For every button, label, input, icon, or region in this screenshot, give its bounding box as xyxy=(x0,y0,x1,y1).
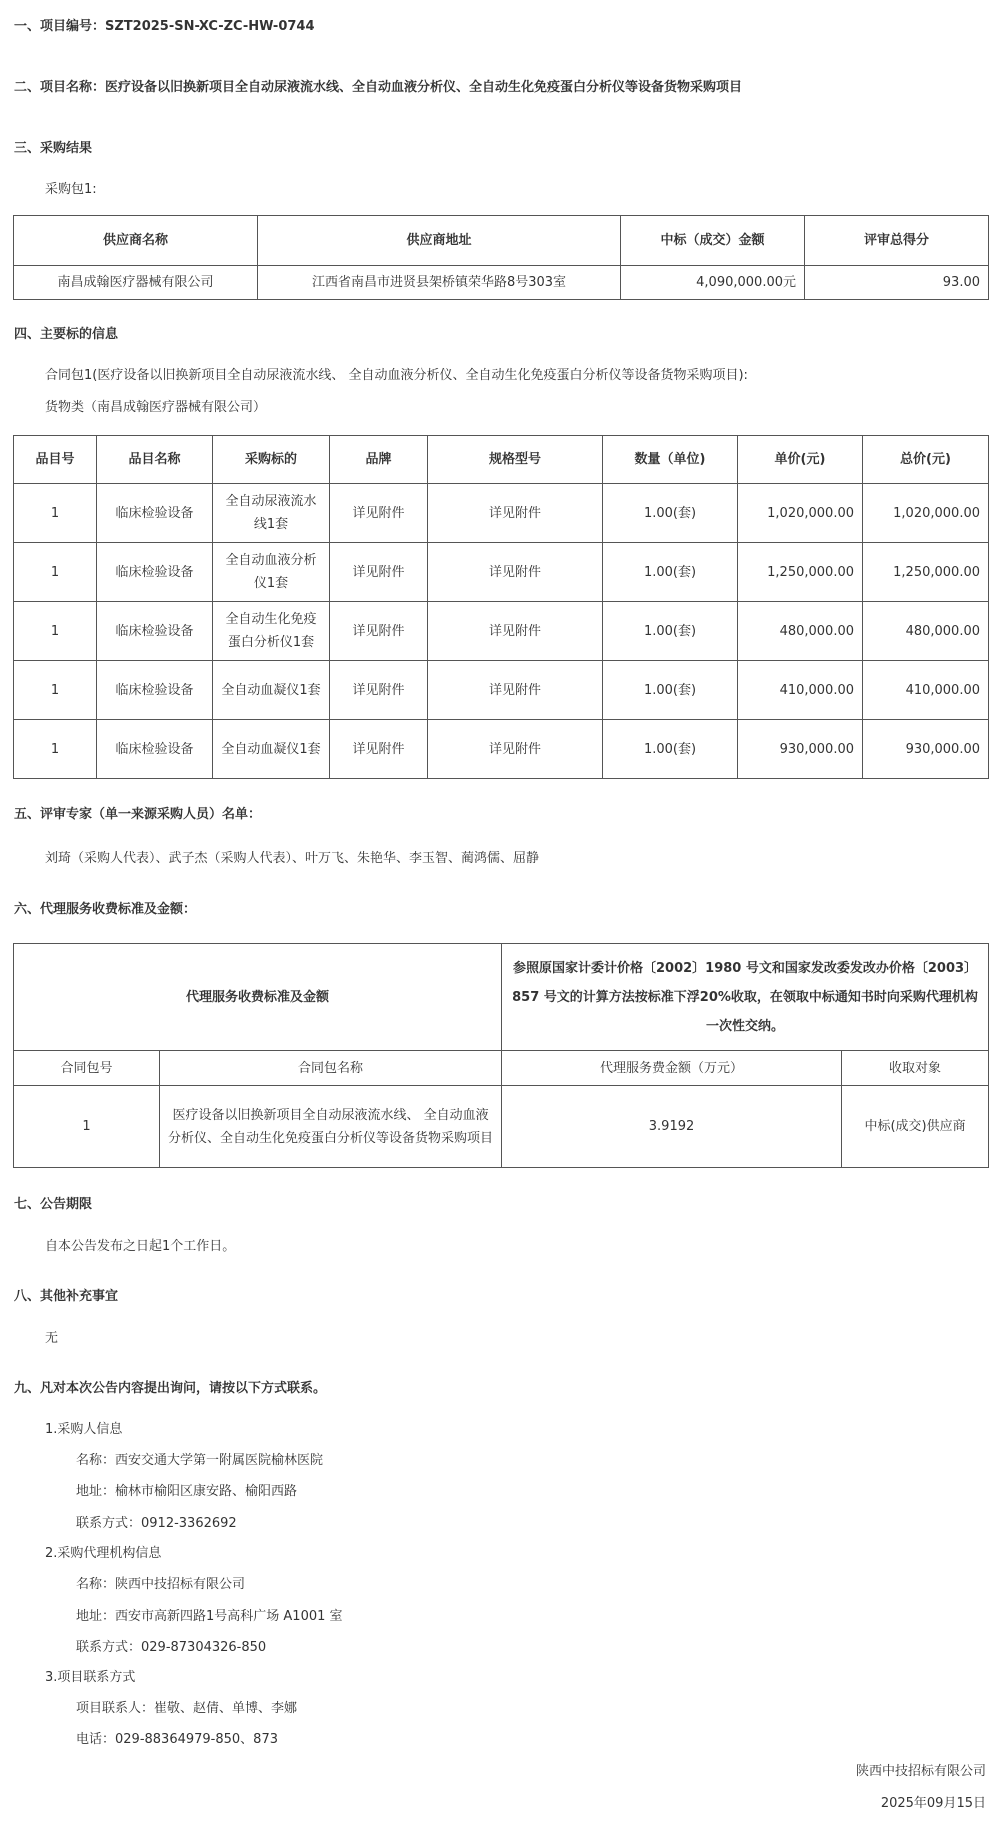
contract-package-name: 医疗设备以旧换新项目全自动尿液流水线、 全自动血液分析仪、全自动生化免疫蛋白分析仪等设备货物采购项目 xyxy=(160,1086,502,1168)
col-header: 供应商名称 xyxy=(14,216,258,266)
procurement-package-label: 采购包1: xyxy=(45,182,97,197)
award-amount: 4,090,000.00元 xyxy=(621,266,805,300)
item-brand: 详见附件 xyxy=(330,484,428,543)
item-quantity: 1.00(套) xyxy=(603,602,738,661)
item-name: 临床检验设备 xyxy=(97,484,213,543)
item-unit-price: 1,250,000.00 xyxy=(738,543,863,602)
item-spec: 详见附件 xyxy=(428,543,603,602)
item-number: 1 xyxy=(14,484,97,543)
item-number: 1 xyxy=(14,720,97,779)
supplier-name: 南昌成翰医疗器械有限公司 xyxy=(14,266,258,300)
table-row xyxy=(14,484,989,543)
fee-standard-text: 参照原国家计委计价格〔2002〕1980 号文和国家发改委发改办价格〔2003〕857 号文的计算方法按标准下浮20%收取，在领取中标通知书时向采购代理机构一次性交纳。 xyxy=(502,944,989,1051)
review-score: 93.00 xyxy=(805,266,989,300)
item-name: 临床检验设备 xyxy=(97,543,213,602)
col-header: 代理服务费金额（万元） xyxy=(502,1051,842,1086)
section-experts-title: 五、评审专家（单一来源采购人员）名单： xyxy=(14,807,262,822)
item-unit-price: 930,000.00 xyxy=(738,720,863,779)
goods-category: 货物类（南昌成翰医疗器械有限公司） xyxy=(45,400,267,415)
project-name-value: 医疗设备以旧换新项目全自动尿液流水线、全自动血液分析仪、全自动生化免疫蛋白分析仪等设备货物采购项目 xyxy=(105,80,743,95)
purchaser-address: 地址：榆林市榆阳区康安路、榆阳西路 xyxy=(76,1484,298,1499)
project-number-label: 一、项目编号： xyxy=(14,19,106,34)
footer-organization: 陕西中技招标有限公司 xyxy=(855,1764,986,1779)
col-header: 品牌 xyxy=(330,436,428,484)
item-total-price: 1,020,000.00 xyxy=(863,484,989,543)
table-row xyxy=(14,661,989,720)
purchaser-info-heading: 1.采购人信息 xyxy=(45,1422,123,1437)
item-number: 1 xyxy=(14,602,97,661)
contract-package-number: 1 xyxy=(14,1086,160,1168)
project-name xyxy=(14,81,742,94)
col-header: 数量（单位) xyxy=(603,436,738,484)
item-spec: 详见附件 xyxy=(428,661,603,720)
item-subject: 全自动血液分析仪1套 xyxy=(213,543,330,602)
section-procurement-result-title: 三、采购结果 xyxy=(14,141,93,156)
agency-fee-table xyxy=(13,943,989,1168)
section-main-items-title: 四、主要标的信息 xyxy=(14,327,119,342)
contract-package-desc: 合同包1(医疗设备以旧换新项目全自动尿液流水线、 全自动血液分析仪、全自动生化免疫蛋白分析仪等设备货物采购项目): xyxy=(45,368,748,383)
col-header: 合同包名称 xyxy=(160,1051,502,1086)
footer-date: 2025年09月15日 xyxy=(880,1796,986,1811)
col-header: 单价(元) xyxy=(738,436,863,484)
section-other-matters-title: 八、其他补充事宜 xyxy=(14,1289,119,1304)
project-contact-persons: 项目联系人：崔敬、赵倩、单博、李娜 xyxy=(76,1701,298,1716)
col-header: 供应商地址 xyxy=(258,216,621,266)
agency-address: 地址：西安市高新四路1号高科广场 A1001 室 xyxy=(76,1609,343,1624)
table-row xyxy=(14,720,989,779)
project-contact-phone: 电话：029-88364979-850、873 xyxy=(76,1732,278,1747)
result-table xyxy=(13,215,989,300)
section-agency-fee-title: 六、代理服务收费标准及金额： xyxy=(14,902,197,917)
notice-period-text: 自本公告发布之日起1个工作日。 xyxy=(45,1239,236,1254)
item-total-price: 930,000.00 xyxy=(863,720,989,779)
item-spec: 详见附件 xyxy=(428,720,603,779)
section-notice-period-title: 七、公告期限 xyxy=(14,1197,93,1212)
item-subject: 全自动血凝仪1套 xyxy=(213,661,330,720)
col-header: 收取对象 xyxy=(842,1051,989,1086)
item-brand: 详见附件 xyxy=(330,661,428,720)
project-number-value: SZT2025-SN-XC-ZC-HW-0744 xyxy=(105,19,315,34)
col-header: 品目名称 xyxy=(97,436,213,484)
item-unit-price: 1,020,000.00 xyxy=(738,484,863,543)
col-header: 规格型号 xyxy=(428,436,603,484)
items-table-header xyxy=(14,436,989,484)
item-total-price: 480,000.00 xyxy=(863,602,989,661)
col-header: 品目号 xyxy=(14,436,97,484)
col-header: 合同包号 xyxy=(14,1051,160,1086)
result-table-header xyxy=(14,216,989,266)
item-quantity: 1.00(套) xyxy=(603,543,738,602)
col-header: 总价(元) xyxy=(863,436,989,484)
item-total-price: 1,250,000.00 xyxy=(863,543,989,602)
col-header: 评审总得分 xyxy=(805,216,989,266)
other-matters-text: 无 xyxy=(45,1331,59,1346)
agency-name: 名称：陕西中技招标有限公司 xyxy=(76,1577,246,1592)
section-contact-title: 九、凡对本次公告内容提出询问，请按以下方式联系。 xyxy=(14,1381,327,1396)
fee-payer: 中标(成交)供应商 xyxy=(842,1086,989,1168)
item-subject: 全自动尿液流水线1套 xyxy=(213,484,330,543)
purchaser-phone: 联系方式：0912-3362692 xyxy=(76,1516,237,1531)
item-name: 临床检验设备 xyxy=(97,602,213,661)
item-subject: 全自动血凝仪1套 xyxy=(213,720,330,779)
item-subject: 全自动生化免疫蛋白分析仪1套 xyxy=(213,602,330,661)
project-contact-heading: 3.项目联系方式 xyxy=(45,1670,136,1685)
item-spec: 详见附件 xyxy=(428,602,603,661)
item-brand: 详见附件 xyxy=(330,543,428,602)
items-table xyxy=(13,435,989,779)
purchaser-name: 名称：西安交通大学第一附属医院榆林医院 xyxy=(76,1453,324,1468)
item-unit-price: 480,000.00 xyxy=(738,602,863,661)
agency-fee-amount: 3.9192 xyxy=(502,1086,842,1168)
item-number: 1 xyxy=(14,661,97,720)
supplier-address: 江西省南昌市进贤县架桥镇荣华路8号303室 xyxy=(258,266,621,300)
table-row xyxy=(14,602,989,661)
item-spec: 详见附件 xyxy=(428,484,603,543)
item-quantity: 1.00(套) xyxy=(603,484,738,543)
item-name: 临床检验设备 xyxy=(97,720,213,779)
table-row xyxy=(14,266,989,300)
item-name: 临床检验设备 xyxy=(97,661,213,720)
fee-standard-label: 代理服务收费标准及金额 xyxy=(14,944,502,1051)
table-row xyxy=(14,1086,989,1168)
col-header: 中标（成交）金额 xyxy=(621,216,805,266)
item-unit-price: 410,000.00 xyxy=(738,661,863,720)
fee-standard-row xyxy=(14,944,989,1051)
item-number: 1 xyxy=(14,543,97,602)
table-row xyxy=(14,543,989,602)
col-header: 采购标的 xyxy=(213,436,330,484)
item-brand: 详见附件 xyxy=(330,720,428,779)
item-brand: 详见附件 xyxy=(330,602,428,661)
project-name-label: 二、项目名称： xyxy=(14,80,106,95)
agency-phone: 联系方式：029-87304326-850 xyxy=(76,1640,267,1655)
project-number xyxy=(14,20,315,33)
item-total-price: 410,000.00 xyxy=(863,661,989,720)
fee-table-header xyxy=(14,1051,989,1086)
agency-info-heading: 2.采购代理机构信息 xyxy=(45,1546,162,1561)
item-quantity: 1.00(套) xyxy=(603,720,738,779)
item-quantity: 1.00(套) xyxy=(603,661,738,720)
expert-names: 刘琦（采购人代表）、武子杰（采购人代表）、叶万飞、朱艳华、李玉智、蔺鸿儒、屈静 xyxy=(45,851,540,866)
